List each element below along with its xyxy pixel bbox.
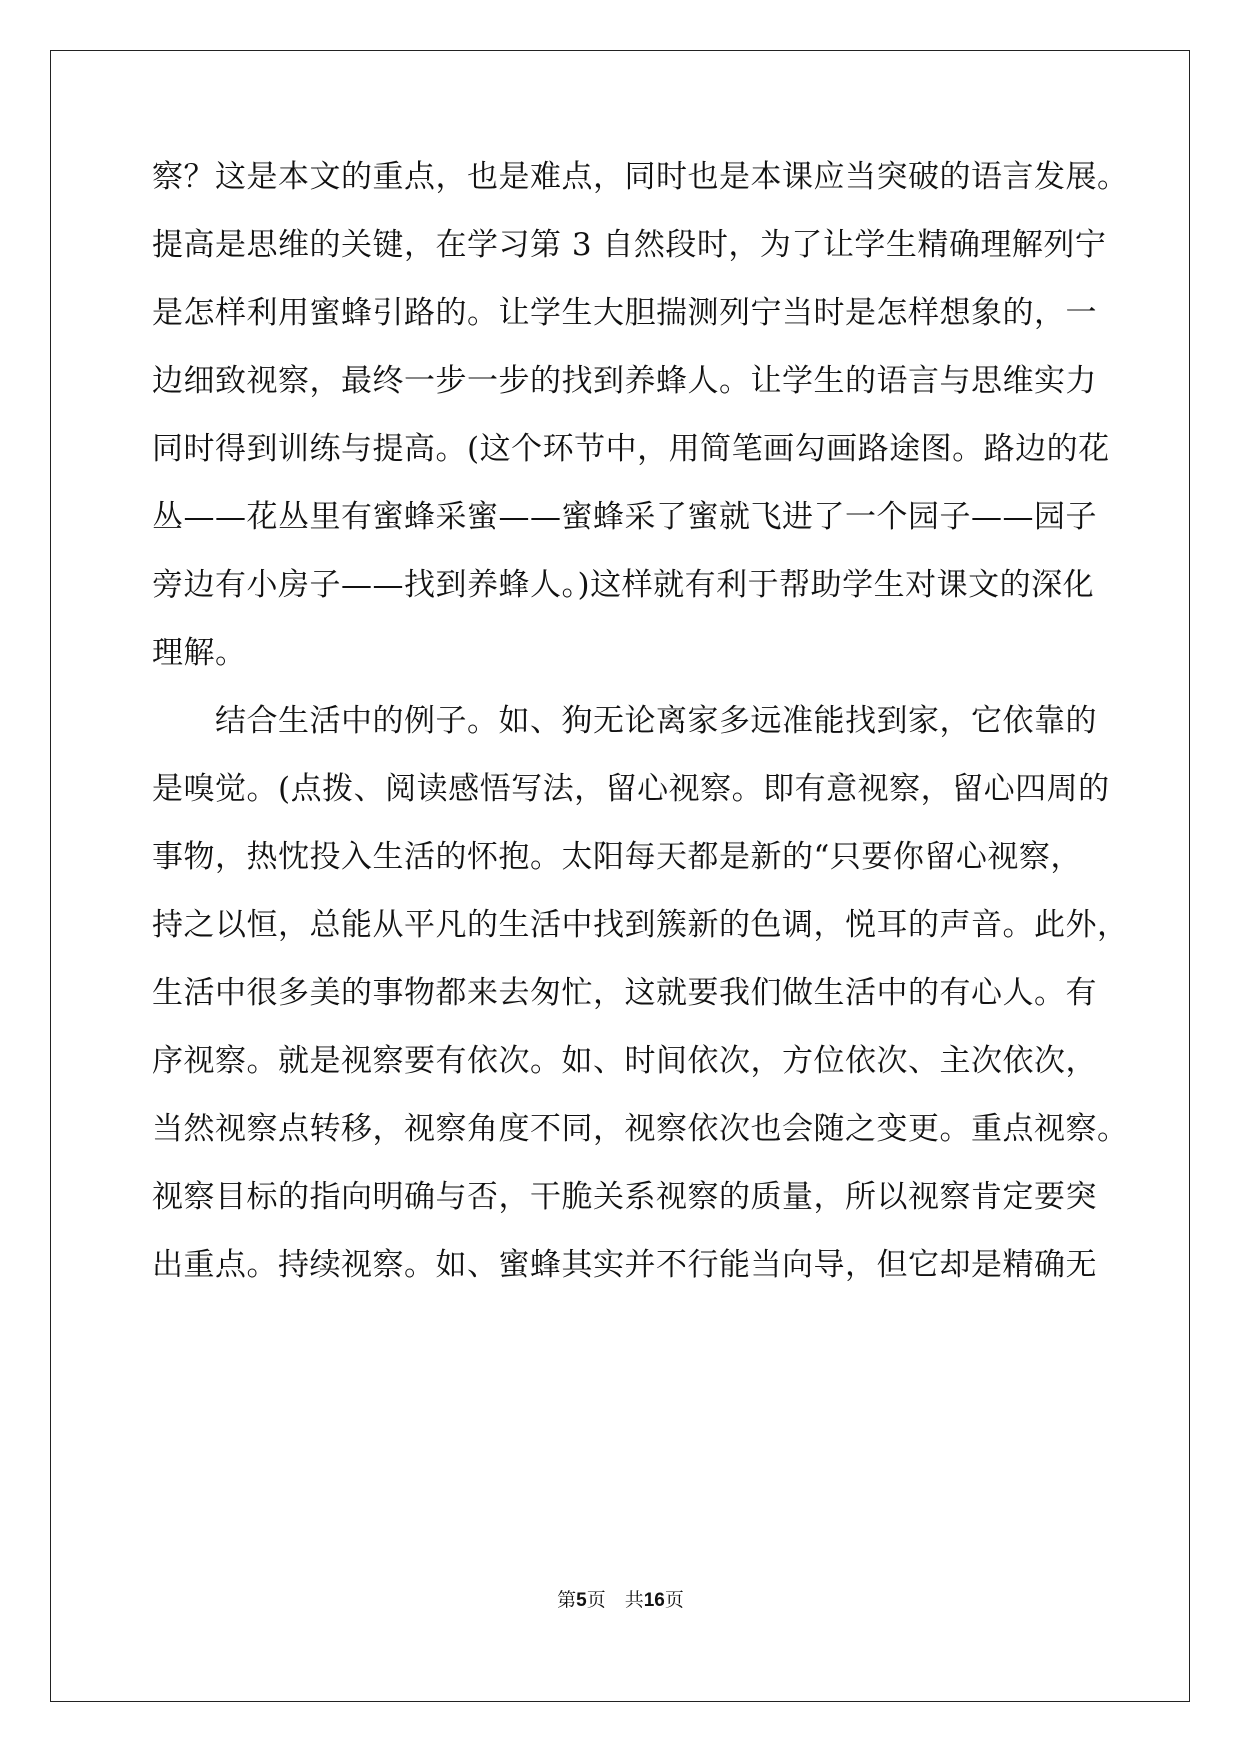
footer-prefix: 第 [557,1589,577,1611]
total-page-number: 16 [643,1590,665,1611]
text-line-2: 提高是思维的关键，在学习第 3 自然段时，为了让学生精确理解列宁 [152,227,1107,263]
text-line-6: 丛——花丛里有蜜蜂采蜜——蜜蜂采了蜜就飞进了一个园子——园子 [152,499,1097,535]
text-line-10: 是嗅觉。(点拨、阅读感悟写法，留心视察。即有意视察，留心四周的 [152,771,1110,807]
text-line-14: 序视察。就是视察要有依次。如、时间依次，方位依次、主次依次， [152,1043,1097,1079]
text-line-8: 理解。 [152,635,247,671]
page-footer [0,1585,1241,1612]
text-line-5: 同时得到训练与提高。(这个环节中，用简笔画勾画路途图。路边的花 [152,431,1110,467]
text-line-9: 结合生活中的例子。如、狗无论离家多远准能找到家，它依靠的 [152,703,1097,739]
text-line-4: 边细致视察，最终一步一步的找到养蜂人。让学生的语言与思维实力 [152,363,1097,399]
text-line-1: 察？这是本文的重点，也是难点，同时也是本课应当突破的语言发展。 [152,159,1129,195]
footer-suffix: 页 [664,1589,684,1611]
text-line-13: 生活中很多美的事物都来去匆忙，这就要我们做生活中的有心人。有 [152,975,1097,1011]
text-line-17: 出重点。持续视察。如、蜜蜂其实并不行能当向导，但它却是精确无 [152,1247,1097,1283]
current-page-number: 5 [576,1590,587,1611]
text-line-3: 是怎样利用蜜蜂引路的。让学生大胆揣测列宁当时是怎样想象的，一 [152,295,1097,331]
text-line-15: 当然视察点转移，视察角度不同，视察依次也会随之变更。重点视察。 [152,1111,1129,1147]
text-line-12: 持之以恒，总能从平凡的生活中找到簇新的色调，悦耳的声音。此外， [152,907,1129,943]
footer-mid: 页 共 [586,1589,644,1611]
text-line-11: 事物，热忱投入生活的怀抱。太阳每天都是新的“只要你留心视察， [152,839,1082,875]
text-line-7: 旁边有小房子——找到养蜂人。)这样就有利于帮助学生对课文的深化 [152,567,1095,603]
text-line-16: 视察目标的指向明确与否，干脆关系视察的质量，所以视察肯定要突 [152,1179,1097,1215]
